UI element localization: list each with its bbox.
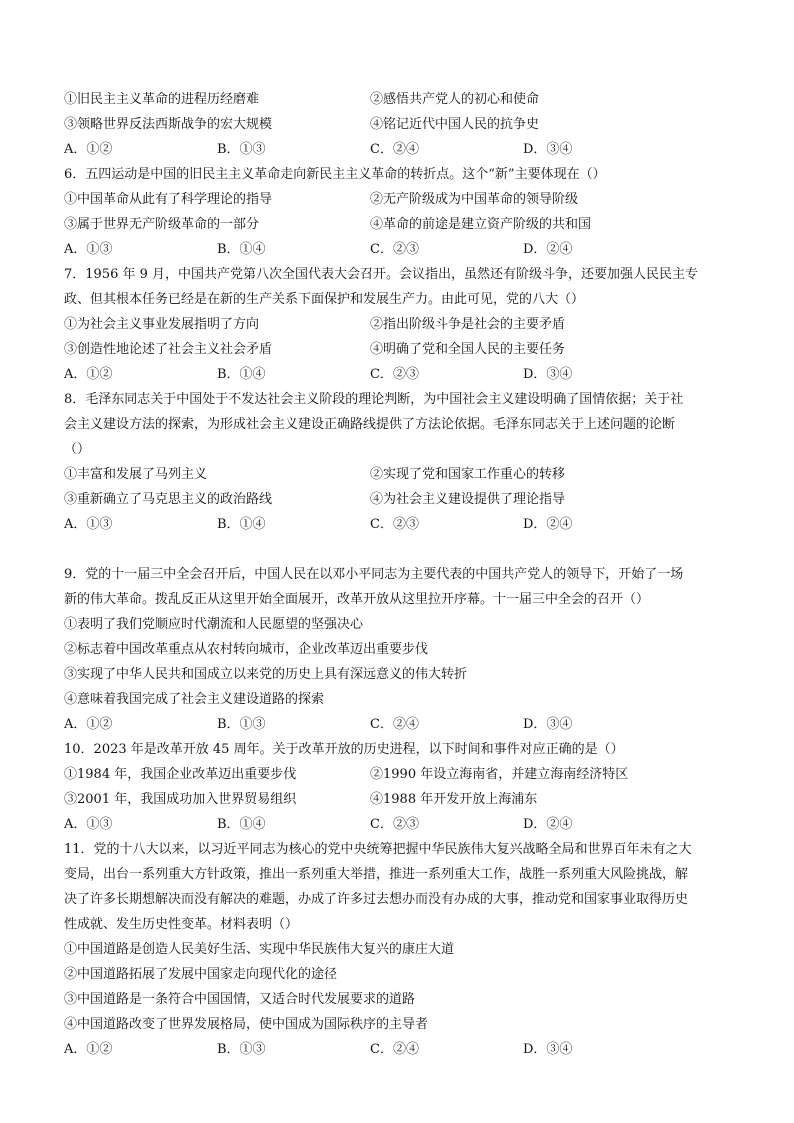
q9-option-3: ③实现了中华人民共和国成立以来党的历史上具有深远意义的伟大转折 [64, 667, 468, 682]
q7-choice-d[interactable]: D．③④ [523, 367, 573, 382]
q8-option-4: ④为社会主义建设提供了理论指导 [370, 492, 566, 507]
q10-options-row-1 [64, 762, 744, 787]
q8-stem-line-2: 会主义建设方法的探索，为形成社会主义建设正确路线提供了方法论依据。毛泽东同志关于上述问题的论断 [64, 417, 676, 432]
q6-answer-choices [64, 237, 744, 262]
q7-options-row-2 [64, 337, 744, 362]
q9-option-1: ①表明了我们党顺应时代潮流和人民愿望的坚强决心 [64, 617, 364, 632]
q7-answer-choices [64, 362, 744, 387]
q8-choice-a[interactable]: A．①③ [64, 517, 113, 532]
q5-choice-c[interactable]: C．②④ [370, 142, 419, 157]
q7-choice-a[interactable]: A．①② [64, 367, 113, 382]
q5-answer-choices [64, 137, 744, 162]
q6-choice-d[interactable]: D．②④ [523, 242, 573, 257]
q5-choice-d[interactable]: D．③④ [523, 142, 573, 157]
q6-option-3: ③属于世界无产阶级革命的一部分 [64, 217, 260, 232]
q6-choice-a[interactable]: A．①③ [64, 242, 113, 257]
q11-choice-b[interactable]: B．①③ [217, 1042, 266, 1057]
q10-answer-choices [64, 812, 744, 837]
q8-option-3: ③重新确立了马克思主义的政治路线 [64, 492, 273, 507]
q8-choice-d[interactable]: D．②④ [523, 517, 573, 532]
q11-choice-d[interactable]: D．③④ [523, 1042, 573, 1057]
q8-stem-line-3: （） [64, 442, 91, 457]
q10-option-1: ①1984 年，我国企业改革迈出重要步伐 [64, 767, 297, 782]
q10-option-2: ②1990 年设立海南省，并建立海南经济特区 [370, 767, 629, 782]
q5-choice-b[interactable]: B．①③ [217, 142, 266, 157]
q7-options-row-1 [64, 312, 744, 337]
q11-stem-line-4: 性成就、发生历史性变革。材料表明（） [64, 917, 299, 932]
q9-option-2: ②标志着中国改革重点从农村转向城市，企业改革迈出重要步伐 [64, 642, 429, 657]
q7-option-1: ①为社会主义事业发展指明了方向 [64, 317, 260, 332]
q7-stem-line-2: 政、但其根本任务已经是在新的生产关系下面保护和发展生产力。由此可见，党的八大（） [64, 292, 585, 307]
q5-option-3: ③领略世界反法西斯战争的宏大规模 [64, 117, 273, 132]
q9-choice-c[interactable]: C．②④ [370, 717, 419, 732]
q8-choice-b[interactable]: B．①④ [217, 517, 266, 532]
q6-choice-c[interactable]: C．②③ [370, 242, 419, 257]
q6-stem: 6．五四运动是中国的旧民主主义革命走向新民主主义革命的转折点。这个“新”主要体现在（） [64, 167, 606, 182]
q8-option-2: ②实现了党和国家工作重心的转移 [370, 467, 566, 482]
q9-answer-choices [64, 712, 744, 737]
q9-stem-line-2: 新的伟大革命。拨乱反正从这里开始全面展开，改革开放从这里拉开序幕。十一届三中全会的召开（） [64, 592, 650, 607]
q6-option-4: ④革命的前途是建立资产阶级的共和国 [370, 217, 592, 232]
q5-option-1: ①旧民主主义革命的进程历经磨难 [64, 92, 260, 107]
q8-option-1: ①丰富和发展了马列主义 [64, 467, 208, 482]
q7-choice-c[interactable]: C．②③ [370, 367, 419, 382]
q10-choice-d[interactable]: D．②④ [523, 817, 573, 832]
q11-choice-a[interactable]: A．①② [64, 1042, 113, 1057]
q8-options-row-1 [64, 462, 744, 487]
q7-option-2: ②指出阶级斗争是社会的主要矛盾 [370, 317, 566, 332]
q9-choice-b[interactable]: B．①③ [217, 717, 266, 732]
q9-option-4: ④意味着我国完成了社会主义建设道路的探索 [64, 692, 325, 707]
q6-option-2: ②无产阶级成为中国革命的领导阶级 [370, 192, 579, 207]
q11-option-2: ②中国道路拓展了发展中国家走向现代化的途径 [64, 967, 338, 982]
q6-choice-b[interactable]: B．①④ [217, 242, 266, 257]
q11-option-3: ③中国道路是一条符合中国国情，又适合时代发展要求的道路 [64, 992, 416, 1007]
q7-option-4: ④明确了党和全国人民的主要任务 [370, 342, 566, 357]
q11-option-1: ①中国道路是创造人民美好生活、实现中华民族伟大复兴的康庄大道 [64, 942, 455, 957]
q5-choice-a[interactable]: A．①② [64, 142, 113, 157]
q10-option-3: ③2001 年，我国成功加入世界贸易组织 [64, 792, 297, 807]
q11-answer-choices [64, 1037, 744, 1062]
q9-stem-line-1: 9．党的十一届三中全会召开后，中国人民在以邓小平同志为主要代表的中国共产党人的领导下，开始了一场 [64, 567, 684, 582]
q8-answer-choices [64, 512, 744, 537]
q9-choice-d[interactable]: D．③④ [523, 717, 573, 732]
q5-option-2: ②感悟共产党人的初心和使命 [370, 92, 540, 107]
q7-choice-b[interactable]: B．①④ [217, 367, 266, 382]
q8-stem-line-1: 8．毛泽东同志关于中国处于不发达社会主义阶段的理论判断，为中国社会主义建设明确了国情依据；关于社 [64, 392, 684, 407]
q10-option-4: ④1988 年开发开放上海浦东 [370, 792, 538, 807]
q6-option-1: ①中国革命从此有了科学理论的指导 [64, 192, 273, 207]
q5-options-row-2 [64, 112, 744, 137]
q10-options-row-2 [64, 787, 744, 812]
q6-options-row-1 [64, 187, 744, 212]
q7-stem-line-1: 7．1956 年 9 月，中国共产党第八次全国代表大会召开。会议指出，虽然还有阶级斗争，还要加强人民民主专 [64, 267, 699, 282]
q7-option-3: ③创造性地论述了社会主义社会矛盾 [64, 342, 273, 357]
q11-stem-line-1: 11．党的十八大以来，以习近平同志为核心的党中央统筹把握中华民族伟大复兴战略全局和世界百年未有之大 [64, 842, 692, 857]
q5-options-row-1 [64, 87, 744, 112]
q11-option-4: ④中国道路改变了世界发展格局，使中国成为国际秩序的主导者 [64, 1017, 429, 1032]
q10-stem: 10．2023 年是改革开放 45 周年。关于改革开放的历史进程，以下时间和事件对应正确的是（） [64, 742, 624, 757]
q9-choice-a[interactable]: A．①② [64, 717, 113, 732]
q10-choice-b[interactable]: B．①④ [217, 817, 266, 832]
q10-choice-a[interactable]: A．①③ [64, 817, 113, 832]
q10-choice-c[interactable]: C．②③ [370, 817, 419, 832]
q8-options-row-2 [64, 487, 744, 512]
q8-choice-c[interactable]: C．②③ [370, 517, 419, 532]
q6-options-row-2 [64, 212, 744, 237]
q11-stem-line-3: 决了许多长期想解决而没有解决的难题，办成了许多过去想办而没有办成的大事，推动党和国家事业取得历史 [64, 892, 689, 907]
q5-option-4: ④铭记近代中国人民的抗争史 [370, 117, 540, 132]
q11-choice-c[interactable]: C．②④ [370, 1042, 419, 1057]
q11-stem-line-2: 变局，出台一系列重大方针政策，推出一系列重大举措，推进一系列重大工作，战胜一系列重大风险挑战，解 [64, 867, 689, 882]
